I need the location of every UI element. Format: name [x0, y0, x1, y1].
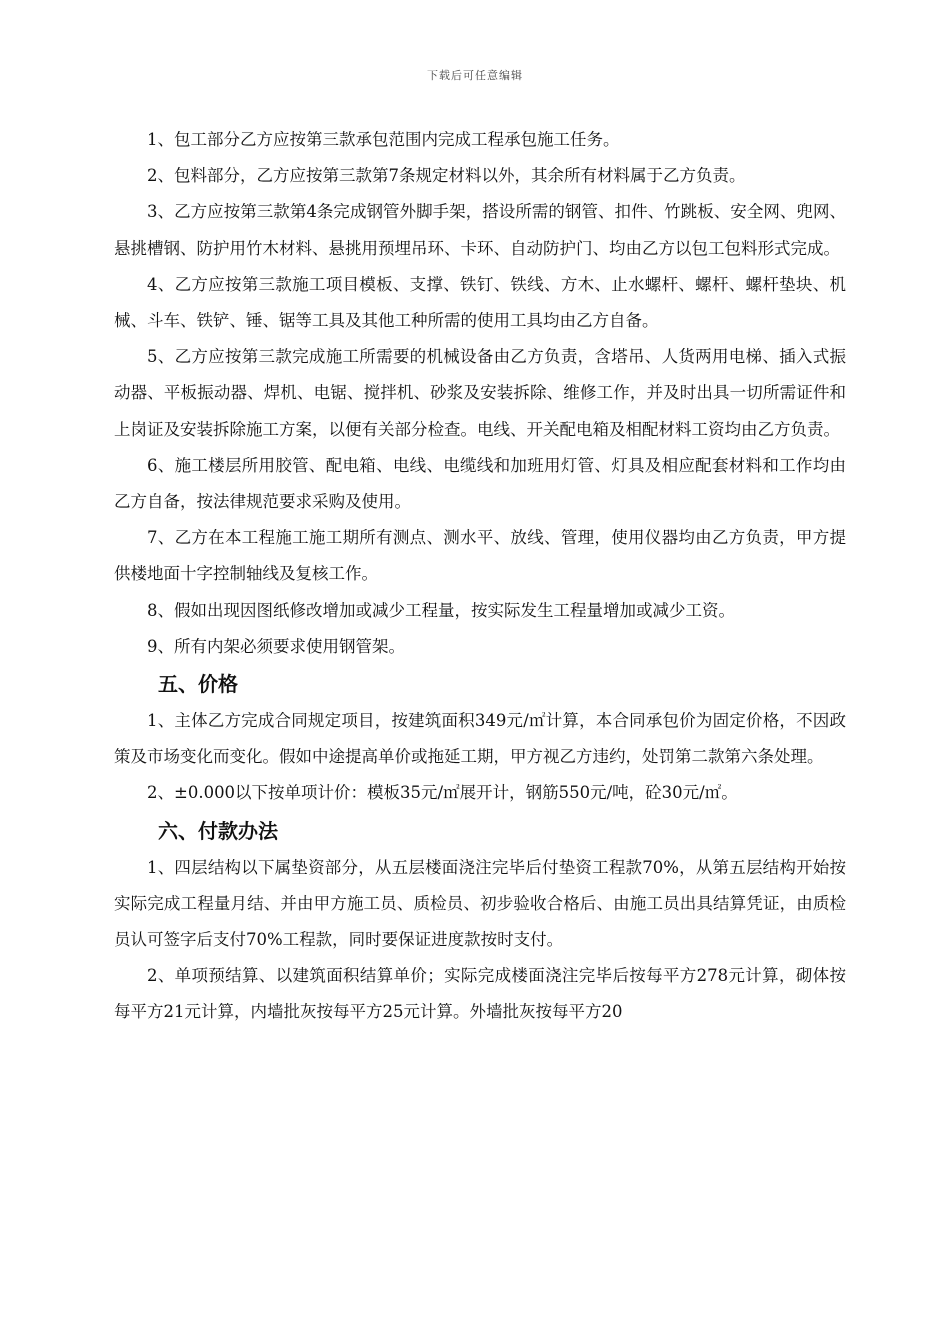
clause-paragraph: 3、乙方应按第三款第4条完成钢管外脚手架，搭设所需的钢管、扣件、竹跳板、安全网、兜网、悬挑槽钢、防护用竹木材料、悬挑用预埋吊环、卡环、自动防护门、均由乙方以包工包料形式完成。 [114, 202, 846, 258]
document-body [114, 122, 846, 1031]
clause-paragraph: 1、包工部分乙方应按第三款承包范围内完成工程承包施工任务。 [147, 130, 620, 149]
section-heading-payment: 六、付款办法 [158, 818, 278, 843]
clause-paragraph: 9、所有内架必须要求使用钢管架。 [147, 636, 405, 656]
clause-paragraph: 8、假如出现因图纸修改增加或减少工程量，按实际发生工程量增加或减少工资。 [147, 600, 735, 620]
clause-paragraph: 2、单项预结算、以建筑面积结算单价；实际完成楼面浇注完毕后按每平方278元计算，砌体按每平方21元计算，内墙批灰按每平方25元计算。外墙批灰按每平方20 [114, 966, 846, 1022]
clause-paragraph: 1、主体乙方完成合同规定项目，按建筑面积349元/㎡计算，本合同承包价为固定价格，不因政策及市场变化而变化。假如中途提高单价或拖延工期，甲方视乙方违约，处罚第二款第六条处理。 [114, 711, 846, 767]
clause-paragraph: 5、乙方应按第三款完成施工所需要的机械设备由乙方负责，含塔吊、人货两用电梯、插入式振动器、平板振动器、焊机、电锯、搅拌机、砂浆及安装拆除、维修工作，并及时出具一切所需证件和上岗证及安装拆除施工方案，以便有关部分检查。电线、开关配电箱及相配材料工资均由乙方负责。 [114, 347, 846, 439]
clause-paragraph: 7、乙方在本工程施工施工期所有测点、测水平、放线、管理，使用仪器均由乙方负责，甲方提供楼地面十字控制轴线及复核工作。 [114, 528, 846, 584]
header-watermark: 下载后可任意编辑 [427, 69, 523, 82]
clause-paragraph: 2、包料部分，乙方应按第三款第7条规定材料以外，其余所有材料属于乙方负责。 [147, 166, 746, 186]
clause-paragraph: 1、四层结构以下属垫资部分，从五层楼面浇注完毕后付垫资工程款70%，从第五层结构开始按实际完成工程量月结、并由甲方施工员、质检员、初步验收合格后、由施工员出具结算凭证，由质检员认可签字后支付70%工程款，同时要保证进度款按时支付。 [114, 857, 846, 950]
section-heading-price: 五、价格 [158, 672, 238, 697]
clause-paragraph: 6、施工楼层所用胶管、配电箱、电线、电缆线和加班用灯管、灯具及相应配套材料和工作均由乙方自备，按法律规范要求采购及使用。 [114, 455, 846, 512]
clause-paragraph: 4、乙方应按第三款施工项目模板、支撑、铁钉、铁线、方木、止水螺杆、螺杆、螺杆垫块、机械、斗车、铁铲、锤、锯等工具及其他工种所需的使用工具均由乙方自备。 [114, 274, 846, 331]
clause-paragraph: 2、±0.000以下按单项计价：模板35元/㎡展开计，钢筋550元/吨，砼30元/㎡。 [147, 783, 738, 803]
